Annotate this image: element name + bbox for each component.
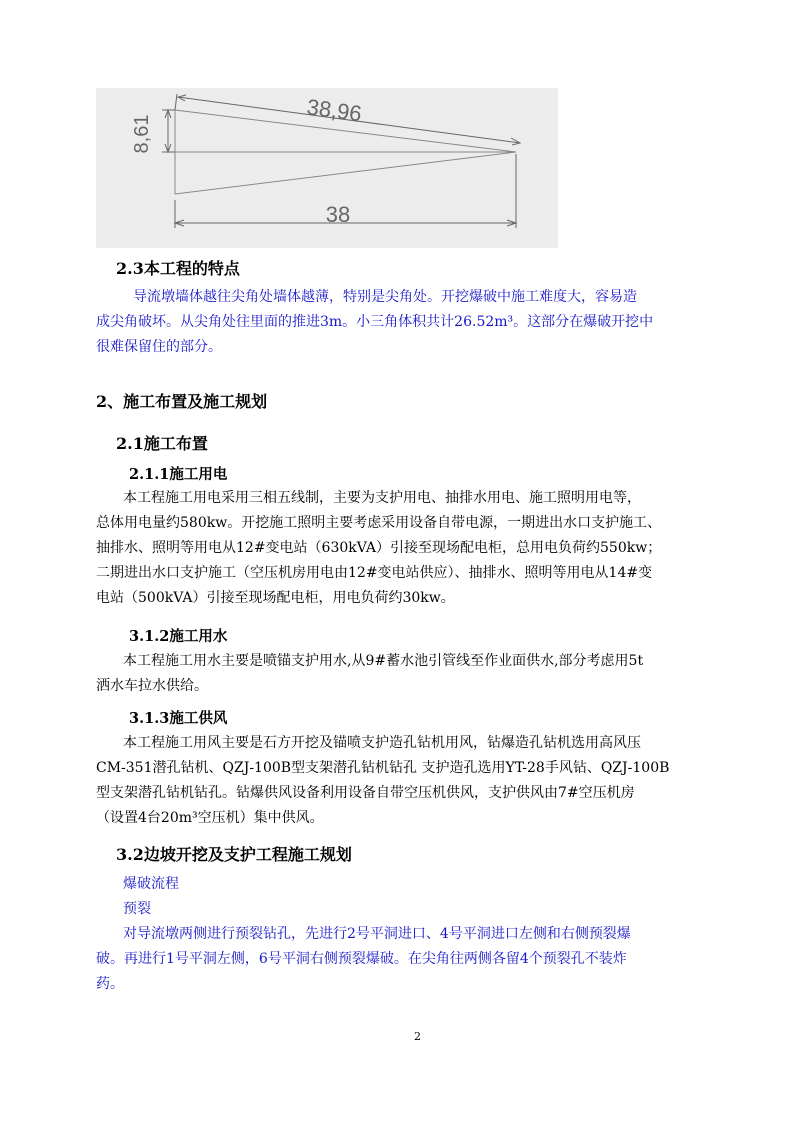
text-line: 二期进出水口支护施工（空压机房用电由12#变电站供应）、抽排水、照明等用电从14#变 (96, 565, 653, 581)
figure-drawing (96, 88, 558, 248)
text-line: 电站（500kVA）引接至现场配电柜，用电负荷约30kw。 (96, 590, 455, 606)
text-line: 型支架潜孔钻机钻孔。钻爆供风设备利用设备自带空压机供风，支护供风由7#空压机房 (96, 785, 635, 801)
section-3-1-2-paragraph (96, 649, 724, 699)
text-line: 对导流墩两侧进行预裂钻孔，先进行2号平洞进口、4号平洞进口左侧和右侧预裂爆 (123, 926, 631, 942)
section-2-heading: 2、施工布置及施工规划 (96, 392, 268, 411)
section-3-1-3-heading: 3.1.3施工供风 (129, 710, 228, 727)
triangle-bottom-edge (175, 152, 516, 194)
section-2-1-1-heading: 2.1.1施工用电 (129, 466, 228, 483)
text-line: 药。 (96, 976, 124, 992)
section-3-1-2-heading: 3.1.2施工用水 (129, 628, 228, 645)
page-number: 2 (414, 1030, 421, 1043)
section-2-1-heading: 2.1施工布置 (116, 434, 208, 453)
hyp-dim-label: 38,96 (305, 94, 364, 127)
section-3-2-heading: 3.2边坡开挖及支护工程施工规划 (116, 845, 352, 864)
text-line: 导流墩墙体越往尖角处墙体越薄，特别是尖角处。开挖爆破中施工难度大，容易造 (133, 289, 637, 305)
base-dim-label: 38 (325, 202, 351, 227)
text-line: 很难保留住的部分。 (96, 339, 222, 355)
section-2-3-paragraph (96, 285, 724, 360)
height-dim-label: 8,61 (131, 114, 153, 154)
section-2-3-heading: 2.3本工程的特点 (116, 259, 240, 278)
subheading-blasting-flow: 爆破流程 (123, 876, 179, 892)
triangle-dimension-figure (96, 88, 558, 248)
text-line: CM-351潜孔钻机、QZJ-100B型支架潜孔钻机钻孔 支护造孔选用YT-28手风钻、QZJ-100B (96, 760, 670, 776)
subheading-presplit: 预裂 (123, 901, 151, 917)
section-2-1-1-paragraph (96, 486, 724, 611)
text-line: 成尖角破坏。从尖角处往里面的推进3m。小三角体积共计26.52m³。这部分在爆破开挖中 (96, 314, 654, 330)
text-line: 洒水车拉水供给。 (96, 678, 208, 694)
text-line: （设置4台20m³空压机）集中供风。 (96, 810, 324, 826)
section-3-1-3-paragraph (96, 731, 724, 831)
text-line: 总体用电量约580kw。开挖施工照明主要考虑采用设备自带电源，一期进出水口支护施工、 (96, 515, 662, 531)
text-line: 本工程施工用风主要是石方开挖及锚喷支护造孔钻机用风，钻爆造孔钻机选用高风压 (123, 735, 641, 751)
text-line: 本工程施工用水主要是喷锚支护用水,从9#蓄水池引管线至作业面供水,部分考虑用5t (123, 653, 644, 669)
text-line: 抽排水、照明等用电从12#变电站（630kVA）引接至现场配电柜，总用电负荷约550kw； (96, 540, 662, 556)
text-line: 本工程施工用电采用三相五线制，主要为支护用电、抽排水用电、施工照明用电等， (123, 490, 641, 506)
text-line: 破。再进行1号平洞左侧，6号平洞右侧预裂爆破。在尖角往两侧各留4个预裂孔不装炸 (96, 951, 627, 967)
section-3-2-paragraph (96, 872, 724, 997)
